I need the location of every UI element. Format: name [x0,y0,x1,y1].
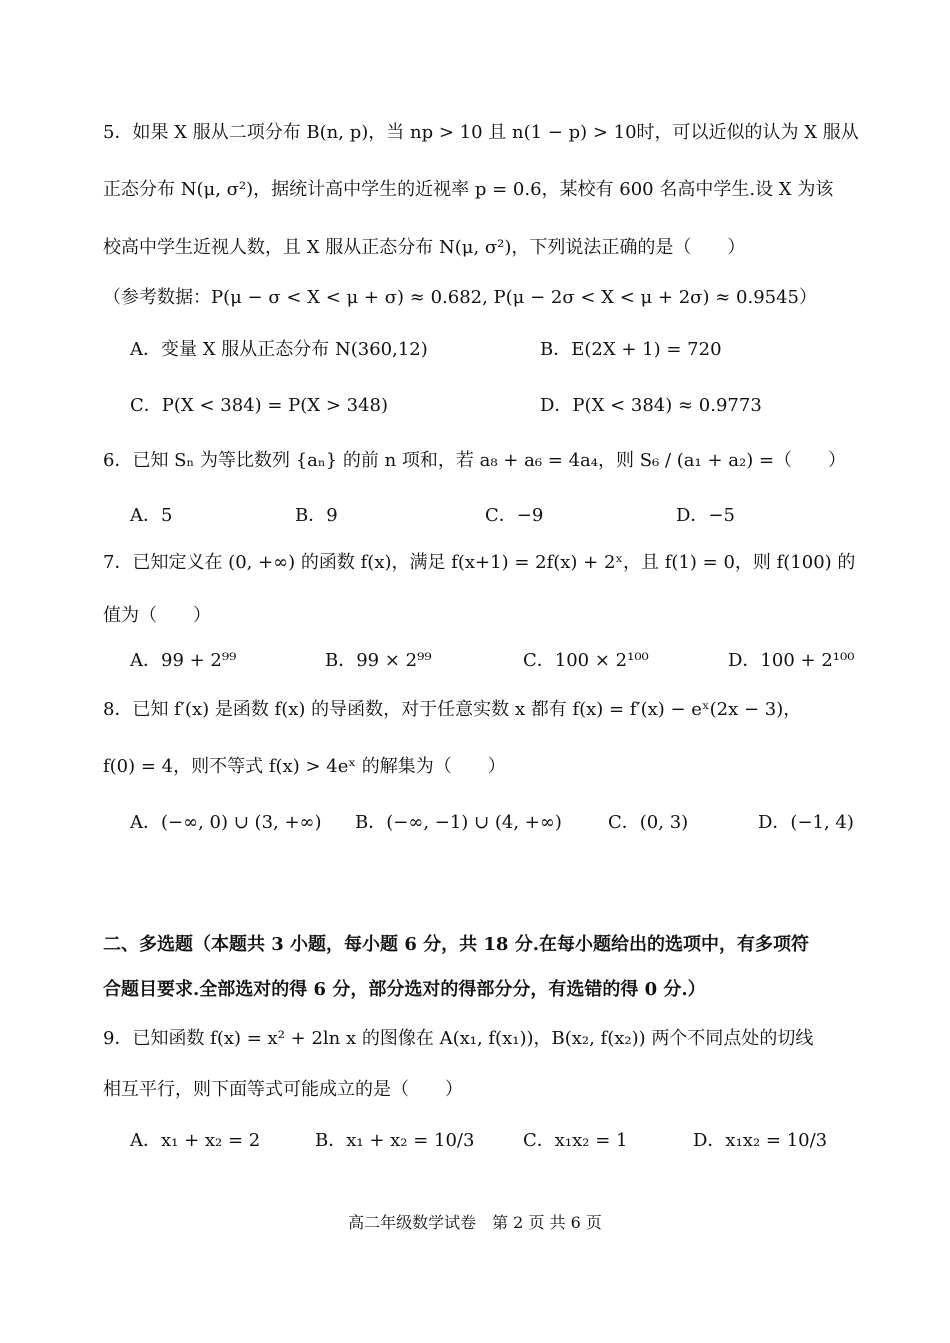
q8-stem-line1: 8．已知 f′(x) 是函数 f(x) 的导函数，对于任意实数 x 都有 f(x) = f′(x) − eˣ(2x − 3)， [103,699,802,720]
q5-stem-line1: 5．如果 X 服从二项分布 B(n, p)，当 np > 10 且 n(1 − p) > 10时，可以近似的认为 X 服从 [103,122,859,143]
q7-option-c: C．100 × 2¹⁰⁰ [523,650,649,671]
q6-option-d: D．−5 [676,505,735,526]
q9-option-a: A．x₁ + x₂ = 2 [130,1130,261,1151]
q6-option-a: A．5 [130,505,173,526]
q5-option-c: C．P(X < 384) = P(X > 348) [130,395,389,416]
q7-stem-line1: 7．已知定义在 (0, +∞) 的函数 f(x)，满足 f(x+1) = 2f(x) + 2ˣ，且 f(1) = 0，则 f(100) 的 [103,552,856,573]
q9-option-c: C．x₁x₂ = 1 [523,1130,628,1151]
q9-option-d: D．x₁x₂ = 10/3 [693,1130,828,1151]
q6-option-c: C．−9 [485,505,544,526]
q7-option-d: D．100 + 2¹⁰⁰ [728,650,855,671]
q8-option-c: C．(0, 3) [608,812,689,833]
q5-reference-data: （参考数据：P(μ − σ < X < μ + σ) ≈ 0.682, P(μ − 2σ < X < μ + 2σ) ≈ 0.9545） [103,287,817,308]
q7-option-b: B．99 × 2⁹⁹ [325,650,432,671]
q5-option-b: B．E(2X + 1) = 720 [540,339,722,360]
q7-option-a: A．99 + 2⁹⁹ [130,650,237,671]
q5-stem-line2: 正态分布 N(μ, σ²)，据统计高中学生的近视率 p = 0.6，某校有 600 名高中学生.设 X 为该 [103,179,834,200]
q9-stem-line2: 相互平行，则下面等式可能成立的是（ ） [103,1079,463,1100]
q5-stem-line3: 校高中学生近视人数，且 X 服从正态分布 N(μ, σ²)，下列说法正确的是（ ） [103,237,746,258]
q8-option-a: A．(−∞, 0) ∪ (3, +∞) [130,812,322,833]
q5-option-a: A．变量 X 服从正态分布 N(360,12) [130,339,428,360]
q8-option-b: B．(−∞, −1) ∪ (4, +∞) [355,812,562,833]
q8-option-d: D．(−1, 4) [758,812,854,833]
q6-option-b: B．9 [295,505,338,526]
q9-option-b: B．x₁ + x₂ = 10/3 [315,1130,475,1151]
q9-stem-line1: 9．已知函数 f(x) = x² + 2ln x 的图像在 A(x₁, f(x₁))，B(x₂, f(x₂)) 两个不同点处的切线 [103,1028,814,1049]
q5-option-d: D．P(X < 384) ≈ 0.9773 [540,395,762,416]
section-heading-line1: 二、多选题（本题共 3 小题，每小题 6 分，共 18 分.在每小题给出的选项中，有多项符 [103,934,809,955]
page-footer: 高二年级数学试卷 第 2 页 共 6 页 [348,1213,602,1232]
q6-stem: 6．已知 Sₙ 为等比数列 {aₙ} 的前 n 项和，若 a₈ + a₆ = 4a₄，则 S₆ / (a₁ + a₂) =（ ） [103,450,847,471]
q7-stem-line2: 值为（ ） [103,605,211,626]
section-heading-line2: 合题目要求.全部选对的得 6 分，部分选对的得部分分，有选错的得 0 分.） [103,979,706,1000]
q8-stem-line2: f(0) = 4，则不等式 f(x) > 4eˣ 的解集为（ ） [103,756,506,777]
